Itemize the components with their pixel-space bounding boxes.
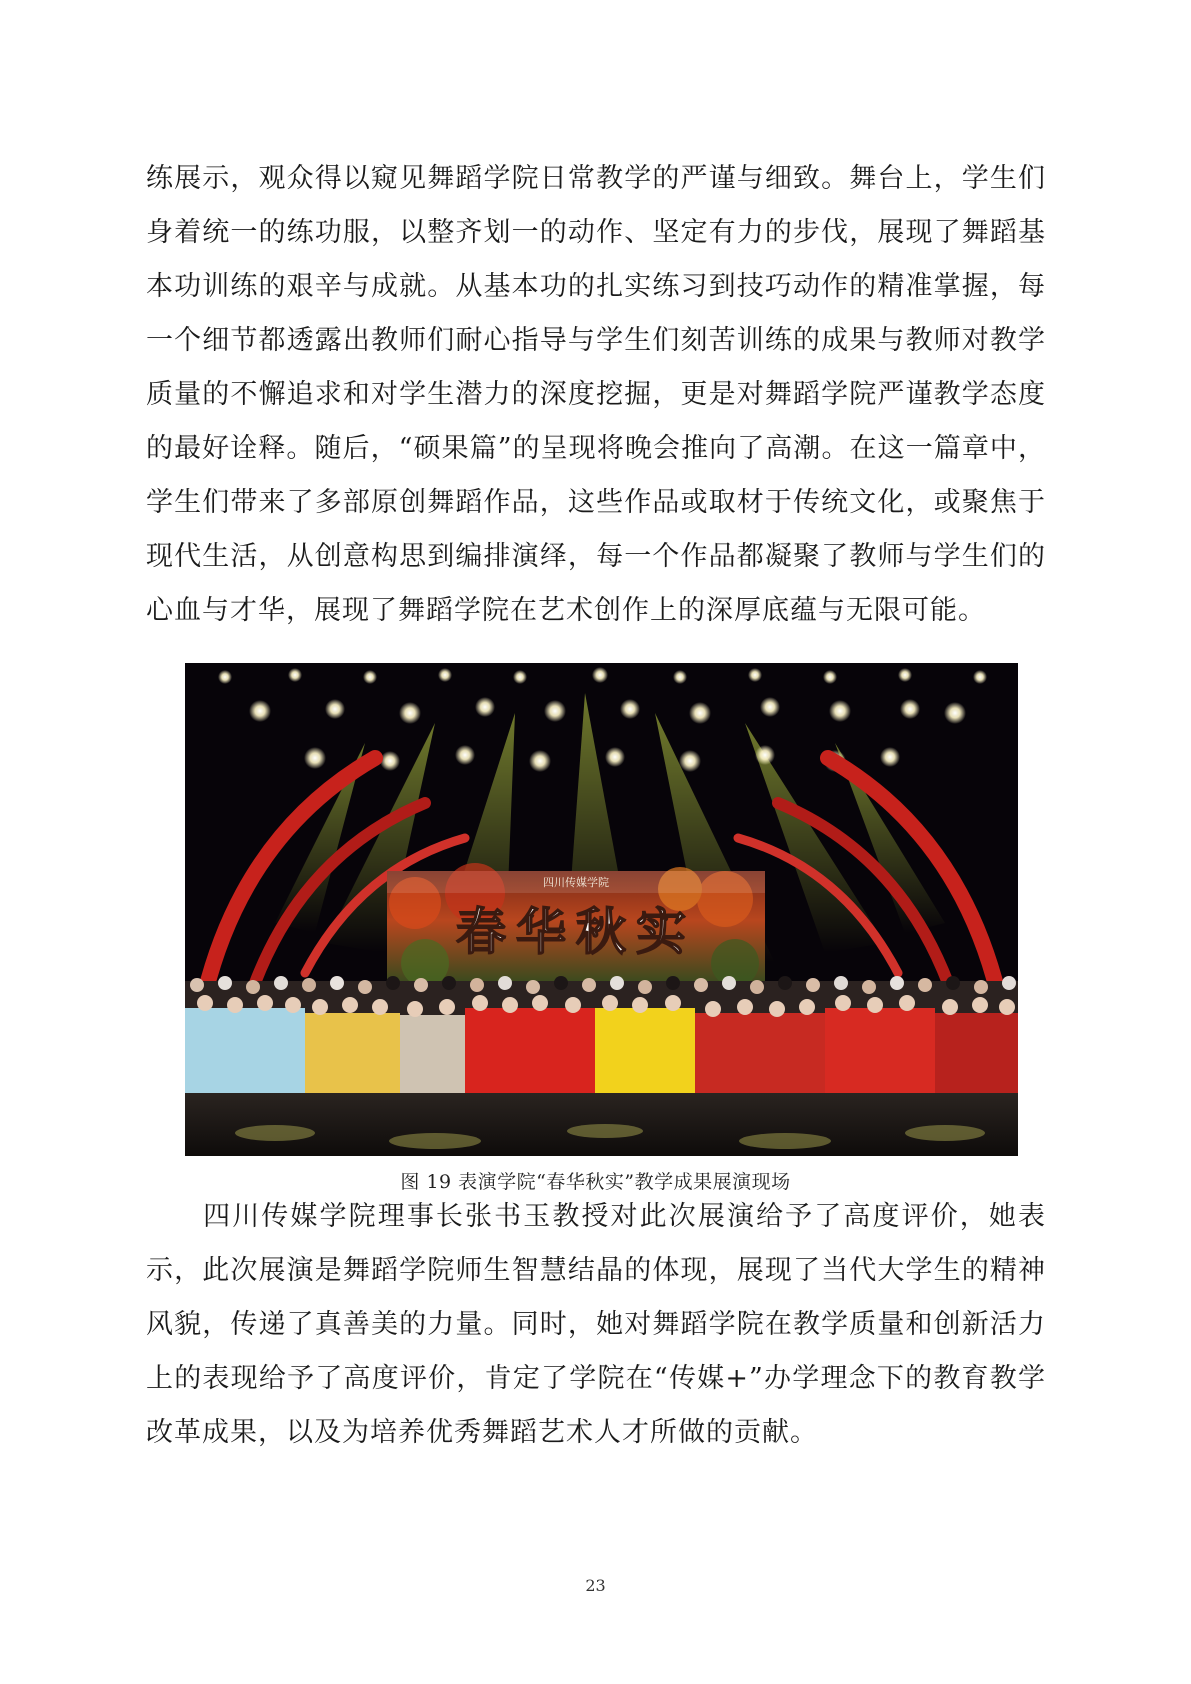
banner-title: 春华秋实 [456,902,696,961]
body-paragraph-1: 练展示，观众得以窥见舞蹈学院日常教学的严谨与细致。舞台上，学生们身着统一的练功服，以整齐划一的动作、坚定有力的步伐，展现了舞蹈基本功训练的艰辛与成就。从基本功的扎实练习到技巧动作的精准掌握，每一个细节都透露出教师们耐心指导与学生们刻苦训练的成果与教师对教学质量的不懈追求和对学生潜力的深度挖掘，更是对舞蹈学院严谨教学态度的最好诠释。随后，“硕果篇”的呈现将晚会推向了高潮。在这一篇章中，学生们带来了多部原创舞蹈作品，这些作品或取材于传统文化，或聚焦于现代生活，从创意构思到编排演绎，每一个作品都凝聚了教师与学生们的心血与才华，展现了舞蹈学院在艺术创作上的深厚底蕴与无限可能。 [146,163,1046,626]
figure-caption: 图 19 表演学院“春华秋实”教学成果展演现场 [400,1171,791,1193]
body-paragraph-2 [146,1190,1046,1460]
page-number: 23 [585,1576,606,1595]
body-paragraph-2-text: 四川传媒学院理事长张书玉教授对此次展演给予了高度评价，她表示，此次展演是舞蹈学院师生智慧结晶的体现，展现了当代大学生的精神风貌，传递了真善美的力量。同时，她对舞蹈学院在教学质量和创新活力上的表现给予了高度评价，肯定了学院在“传媒+”办学理念下的教育教学改革成果，以及为培养优秀舞蹈艺术人才所做的贡献。 [146,1201,1046,1448]
banner-subtitle: 四川传媒学院 [543,876,609,889]
stage-photo-illustration [185,663,1018,1156]
stage-photo [185,663,1018,1156]
